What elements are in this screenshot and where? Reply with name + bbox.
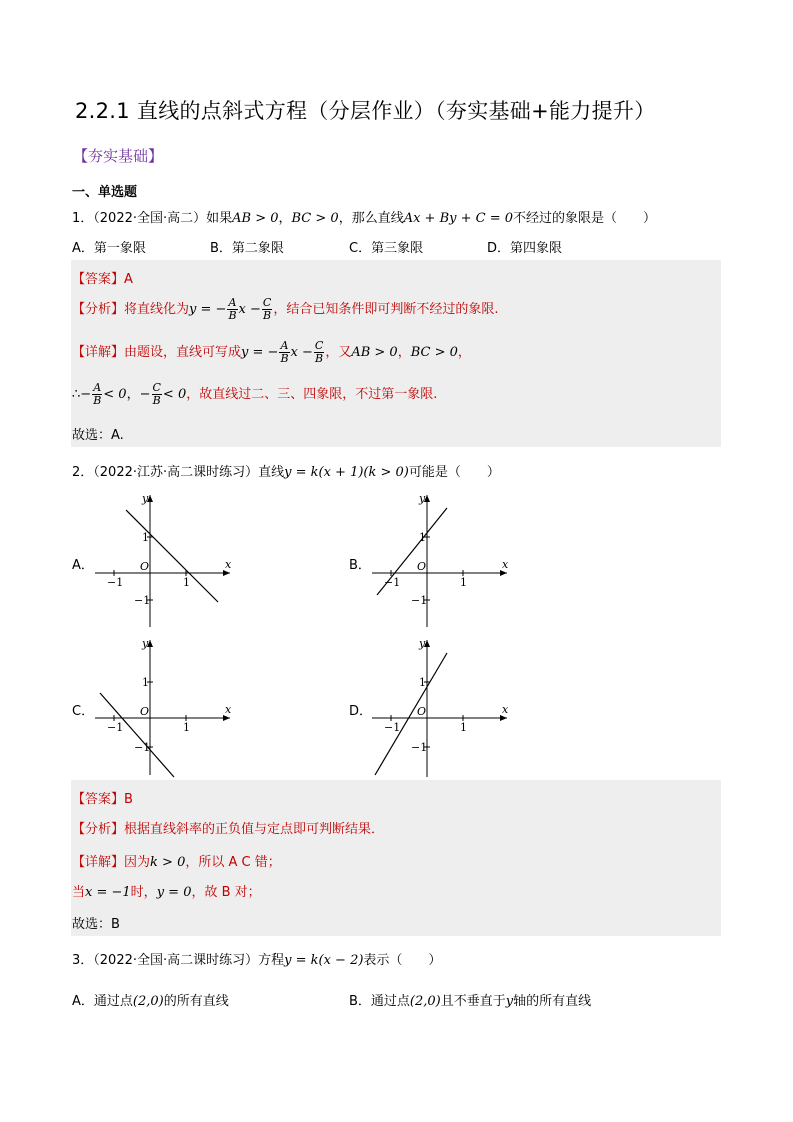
x-tick-1: 1 <box>460 721 467 734</box>
x-axis-label: x <box>225 703 232 716</box>
q1-option-a: A．第一象限 <box>72 241 146 256</box>
y-tick-neg-1: −1 <box>411 741 428 754</box>
x-tick-neg-1: −1 <box>384 576 401 589</box>
graph-line <box>126 510 218 602</box>
q1-therefore: ∴− $\frac{A}{B}$ < 0，− $\frac{C}{B}$ < 0，故直线过二、三、四象限，不过第一象限. <box>72 381 438 407</box>
q1-choose: 故选：A. <box>72 428 124 443</box>
q2-option-c-label: C． <box>72 704 95 719</box>
q1-option-b: B．第二象限 <box>210 241 284 256</box>
origin-label: O <box>417 705 427 718</box>
q1-option-c: C．第三象限 <box>349 241 424 256</box>
q2-graph-c <box>90 635 240 778</box>
q2-detail: 【详解】因为k > 0，所以 A C 错； <box>72 855 281 870</box>
graph-line <box>100 693 174 777</box>
origin-label: O <box>417 560 427 573</box>
y-axis-label: y <box>419 492 426 505</box>
x-tick-1: 1 <box>183 721 190 734</box>
origin-label: O <box>140 705 150 718</box>
y-tick-neg-1: −1 <box>411 594 428 607</box>
q2-answer: 【答案】B <box>72 792 133 807</box>
q1-answer: 【答案】A <box>72 272 133 287</box>
q2-choose: 故选：B <box>72 917 120 932</box>
x-axis-label: x <box>225 558 232 571</box>
x-tick-neg-1: −1 <box>107 576 124 589</box>
y-tick-neg-1: −1 <box>134 741 151 754</box>
q2-option-d-label: D． <box>349 704 373 719</box>
y-tick-1: 1 <box>142 531 149 544</box>
y-axis-label: y <box>142 492 149 505</box>
x-tick-neg-1: −1 <box>384 721 401 734</box>
x-tick-neg-1: −1 <box>107 721 124 734</box>
x-axis-label: x <box>502 558 509 571</box>
q3-option-a: A．通过点(2,0)的所有直线 <box>72 994 229 1009</box>
y-tick-1: 1 <box>142 676 149 689</box>
q2-graph-a <box>90 490 240 630</box>
y-tick-neg-1: −1 <box>134 594 151 607</box>
graph-line <box>375 653 447 775</box>
q2-graph-d <box>367 635 517 778</box>
y-tick-1: 1 <box>419 531 426 544</box>
question-3-stem: 3．（2022·全国·高二课时练习）方程y = k(x − 2)表示（ ） <box>72 953 442 968</box>
q1-analysis: 【分析】将直线化为y = − $\frac{A}{B}$ x − $\frac{C}{B}$ ，结合已知条件即可判断不经过的象限. <box>72 296 499 322</box>
q3-option-b: B．通过点(2,0)且不垂直于y轴的所有直线 <box>349 994 592 1009</box>
subsection-heading: 一、单选题 <box>72 185 138 200</box>
q1-option-d: D．第四象限 <box>487 241 563 256</box>
page-title: 2.2.1 直线的点斜式方程（分层作业）（夯实基础+能力提升） <box>75 99 656 123</box>
y-axis-label: y <box>142 637 149 650</box>
q2-analysis: 【分析】根据直线斜率的正负值与定点即可判断结果． <box>72 822 385 837</box>
q2-option-b-label: B． <box>349 558 371 573</box>
y-tick-1: 1 <box>419 676 426 689</box>
y-axis-label: y <box>419 637 426 650</box>
q2-graph-b <box>367 490 517 630</box>
x-tick-1: 1 <box>460 576 467 589</box>
question-2-stem: 2．（2022·江苏·高二课时练习）直线y = k(x + 1)(k > 0)可能是（ ） <box>72 465 500 480</box>
x-axis-label: x <box>502 703 509 716</box>
section-tag: 【夯实基础】 <box>73 147 164 165</box>
q2-when: 当x = −1时，y = 0，故 B 对； <box>72 885 261 900</box>
q1-detail: 【详解】由题设，直线可写成y = − $\frac{A}{B}$ x − $\frac{C}{B}$ ，又AB > 0，BC > 0， <box>72 339 471 365</box>
q2-option-a-label: A． <box>72 558 94 573</box>
x-tick-1: 1 <box>183 576 190 589</box>
origin-label: O <box>140 560 150 573</box>
question-1-stem: 1．（2022·全国·高二）如果AB > 0，BC > 0，那么直线Ax + By + C = 0不经过的象限是（ ） <box>72 211 657 226</box>
